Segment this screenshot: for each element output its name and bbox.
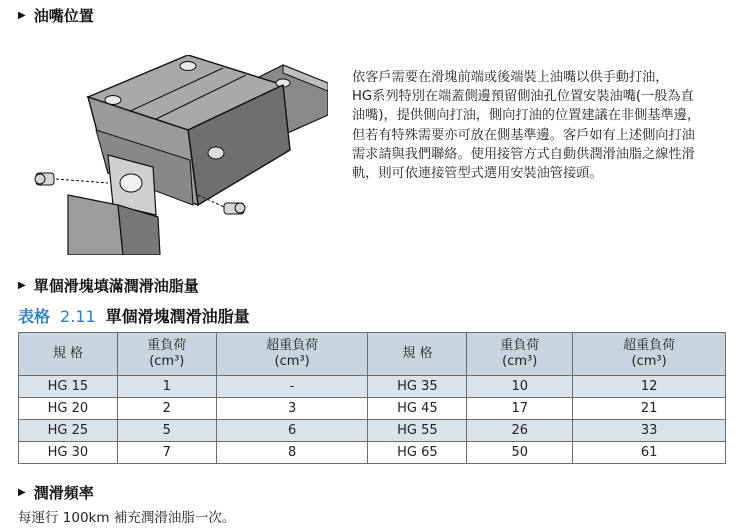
- cell-super-load: 3: [216, 398, 368, 420]
- section-heading-lubrication-frequency: [18, 482, 94, 503]
- cell-spec: HG 20: [19, 398, 118, 420]
- section-heading-text: 油嘴位置: [33, 7, 94, 25]
- table-row: [19, 376, 726, 398]
- cell-super-load: 6: [216, 420, 368, 442]
- grease-nipple-left: [35, 173, 54, 185]
- grease-amount-table: [18, 332, 726, 464]
- cell-load: 17: [467, 398, 573, 420]
- cell-load: 2: [117, 398, 216, 420]
- section-heading-grease-fill: [18, 275, 199, 296]
- bullet-triangle-icon: ▶: [18, 280, 26, 291]
- table-row: [19, 398, 726, 420]
- cell-super-load: 12: [573, 376, 726, 398]
- table-caption-label: 表格: [18, 307, 51, 326]
- header-load: 重負荷 (cm³): [117, 333, 216, 376]
- bullet-triangle-icon: ▶: [18, 10, 26, 21]
- paragraph-line: 油嘴)，提供側向打油，側向打油的位置建議在非側基準邊，: [352, 108, 701, 124]
- cell-super-load: 33: [573, 420, 726, 442]
- paragraph-line: 但若有特殊需要亦可放在側基準邊。客戶如有上述側向打油: [352, 127, 695, 143]
- header-load: 重負荷 (cm³): [467, 333, 573, 376]
- cell-load: 26: [467, 420, 573, 442]
- paragraph-line: 需求請與我們聯絡。使用接管方式自動供潤滑油脂之線性滑: [352, 146, 695, 162]
- table-row: [19, 442, 726, 464]
- bullet-triangle-icon: ▶: [18, 487, 26, 498]
- paragraph-line: 軌，則可依連接管型式選用安裝油管接頭。: [352, 166, 603, 182]
- cell-spec: HG 65: [368, 442, 467, 464]
- cell-super-load: 21: [573, 398, 726, 420]
- section-heading-text: 潤滑頻率: [33, 484, 94, 502]
- lubrication-frequency-text: 每運行 100km 補充潤滑油脂一次。: [18, 510, 236, 526]
- cell-spec: HG 35: [368, 376, 467, 398]
- table-header-row: [19, 333, 726, 376]
- table-caption: [18, 304, 250, 327]
- paragraph-line: HG系列特別在端蓋側邊預留側油孔位置安裝油嘴(一般為直: [352, 89, 694, 105]
- cell-load: 1: [117, 376, 216, 398]
- table-caption-number: 2.11: [60, 307, 96, 326]
- cell-spec: HG 30: [19, 442, 118, 464]
- header-spec: 規 格: [368, 333, 467, 376]
- header-spec: 規 格: [19, 333, 118, 376]
- cell-super-load: 61: [573, 442, 726, 464]
- cell-spec: HG 15: [19, 376, 118, 398]
- cell-spec: HG 55: [368, 420, 467, 442]
- cell-spec: HG 45: [368, 398, 467, 420]
- cell-load: 50: [467, 442, 573, 464]
- grease-nipple-right: [224, 203, 245, 214]
- linear-guide-block-illustration: [28, 55, 328, 255]
- section-heading-oil-nipple: [18, 5, 94, 26]
- cell-load: 5: [117, 420, 216, 442]
- header-super-load: 超重負荷 (cm³): [216, 333, 368, 376]
- header-super-load: 超重負荷 (cm³): [573, 333, 726, 376]
- paragraph-line: 依客戶需要在滑塊前端或後端裝上油嘴以供手動打油，: [352, 70, 669, 85]
- cell-super-load: -: [216, 376, 368, 398]
- cell-load: 7: [117, 442, 216, 464]
- oil-nipple-description: [352, 68, 727, 183]
- cell-super-load: 8: [216, 442, 368, 464]
- cell-spec: HG 25: [19, 420, 118, 442]
- table-caption-title: 單個滑塊潤滑油脂量: [105, 307, 250, 326]
- section-heading-text: 單個滑塊填滿潤滑油脂量: [33, 277, 199, 295]
- cell-load: 10: [467, 376, 573, 398]
- table-row: [19, 420, 726, 442]
